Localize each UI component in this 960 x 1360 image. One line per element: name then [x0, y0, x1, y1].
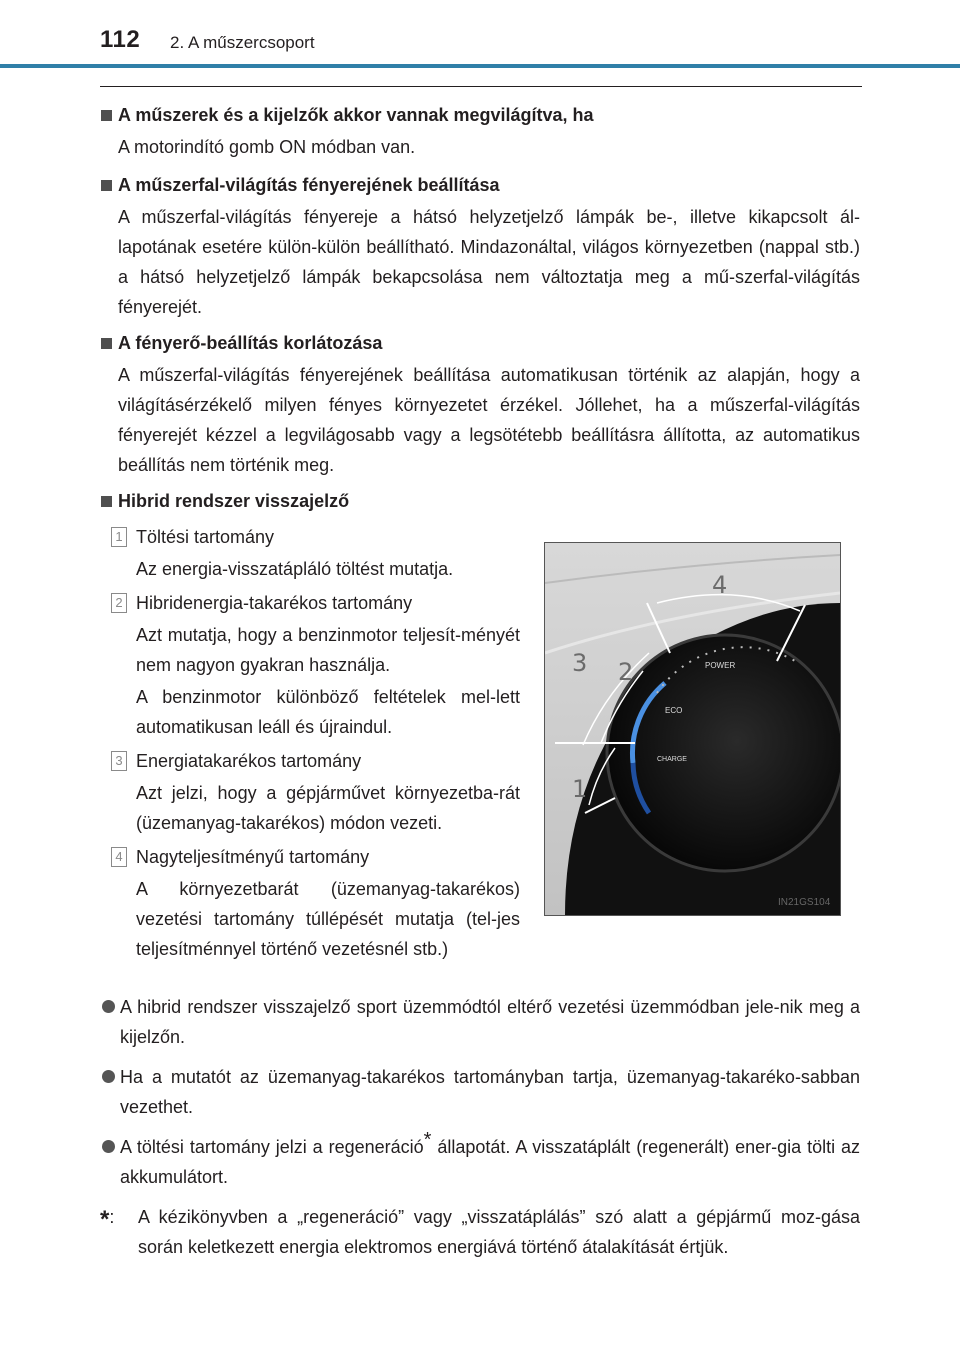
- section-heading-brightness: A műszerfal-világítás fényerejének beállítása: [100, 170, 860, 200]
- page-header: [0, 0, 960, 68]
- square-bullet-icon: [101, 180, 112, 191]
- item-number: 2: [111, 593, 127, 613]
- list-item: [100, 746, 520, 838]
- section-heading-hybrid: Hibrid rendszer visszajelző: [100, 486, 860, 516]
- page-number: 112: [100, 26, 141, 53]
- notes-list: [100, 992, 860, 1192]
- list-item: [100, 588, 520, 742]
- item-desc: Az energia-visszatápláló töltést mutatja.: [136, 559, 454, 579]
- list-item: [100, 842, 520, 964]
- hybrid-indicator-section: [100, 516, 860, 986]
- round-bullet-icon: [102, 1140, 115, 1153]
- callout-2: 2: [618, 658, 634, 686]
- footnote: [100, 1202, 860, 1262]
- item-title: Töltési tartomány: [136, 527, 275, 547]
- header-sub-rule: [100, 86, 862, 87]
- list-item: [100, 522, 520, 584]
- chapter-title: 2. A műszercsoport: [170, 33, 315, 52]
- item-title: Hibridenergia-takarékos tartomány: [136, 593, 413, 613]
- item-title: Nagyteljesítményű tartomány: [136, 847, 370, 867]
- item-number: 4: [111, 847, 127, 867]
- list-item: A hibrid rendszer visszajelző sport üzemmódtól eltérő vezetési üzemmódban jele-nik meg a kijelzőn.: [100, 992, 860, 1052]
- list-item: Ha a mutatót az üzemanyag-takarékos tartományban tartja, üzemanyag-takaréko-sabban vezethet.: [100, 1062, 860, 1122]
- list-item: A töltési tartomány jelzi a regeneráció* állapotát. A visszatáplált (regenerált) ener-gia tölti az akkumulátort.: [100, 1132, 860, 1192]
- section-heading-lit: A műszerek és a kijelzők akkor vannak megvilágítva, ha: [100, 100, 860, 130]
- section-heading-limit: A fényerő-beállítás korlátozása: [100, 328, 860, 358]
- header-rule: [0, 64, 960, 68]
- hybrid-indicator-figure: [544, 542, 841, 916]
- gauge-dial: [607, 635, 840, 871]
- square-bullet-icon: [101, 338, 112, 349]
- round-bullet-icon: [102, 1070, 115, 1083]
- round-bullet-icon: [102, 1000, 115, 1013]
- footnote-mark: *:: [100, 1206, 115, 1233]
- section-text-limit: A műszerfal-világítás fényerejének beállítása automatikusan történik az alapján, hogy a világításérzékelő milyen fényes környezetet érzékel. Jóllehet, ha a műszerfal-világítás fényerejét kézzel a legvilágosabb vagy a legsötétebb beállításra állította, az automatikus beállítás nem történik meg.: [118, 365, 860, 475]
- section-text-brightness: A műszerfal-világítás fényereje a hátsó helyzetjelző lámpák be-, illetve kikapcsolt ál-lapotának esetére külön-külön beállítható. Mindazonáltal, világos környezetben (nappal stb.) a hátsó helyzetjelző lámpák bekapcsolása nem változtatja meg a mű-szerfal-világítás fényerejét.: [118, 207, 860, 317]
- item-desc: Azt mutatja, hogy a benzinmotor teljesít-ményét nem nagyon gyakran használja.: [136, 625, 520, 675]
- item-title: Energiatakarékos tartomány: [136, 751, 362, 771]
- item-desc: Azt jelzi, hogy a gépjárművet környezetba-rát (üzemanyag-takarékos) módon vezeti.: [136, 783, 520, 833]
- callout-3: 3: [572, 649, 588, 677]
- power-label: POWER: [705, 661, 736, 670]
- item-number: 1: [111, 527, 127, 547]
- callout-4: 4: [712, 571, 728, 599]
- section-text-lit: A motorindító gomb ON módban van.: [118, 137, 416, 157]
- gauge-illustration: [545, 543, 840, 915]
- footnote-marker: *: [423, 1129, 432, 1151]
- charge-label: CHARGE: [657, 756, 687, 763]
- figure-code: IN21GS104: [778, 897, 831, 908]
- footnote-text: A kézikönyvben a „regeneráció” vagy „visszatáplálás” szó alatt a gépjármű moz-gása során keletkezett energia elektromos energiává történő átalakítását értjük.: [138, 1207, 860, 1257]
- item-desc: A környezetbarát (üzemanyag-takarékos) vezetési tartomány túllépését mutatja (tel-jes teljesítménnyel történő vezetésnél stb.): [136, 879, 520, 959]
- item-desc: A benzinmotor különböző feltételek mel-lett automatikusan leáll és újraindul.: [136, 687, 520, 737]
- page-content: [100, 100, 860, 1280]
- item-number: 3: [111, 751, 127, 771]
- hybrid-items-list: [100, 522, 520, 964]
- eco-label: ECO: [665, 706, 683, 715]
- callout-1: 1: [572, 775, 588, 803]
- square-bullet-icon: [101, 110, 112, 121]
- square-bullet-icon: [101, 496, 112, 507]
